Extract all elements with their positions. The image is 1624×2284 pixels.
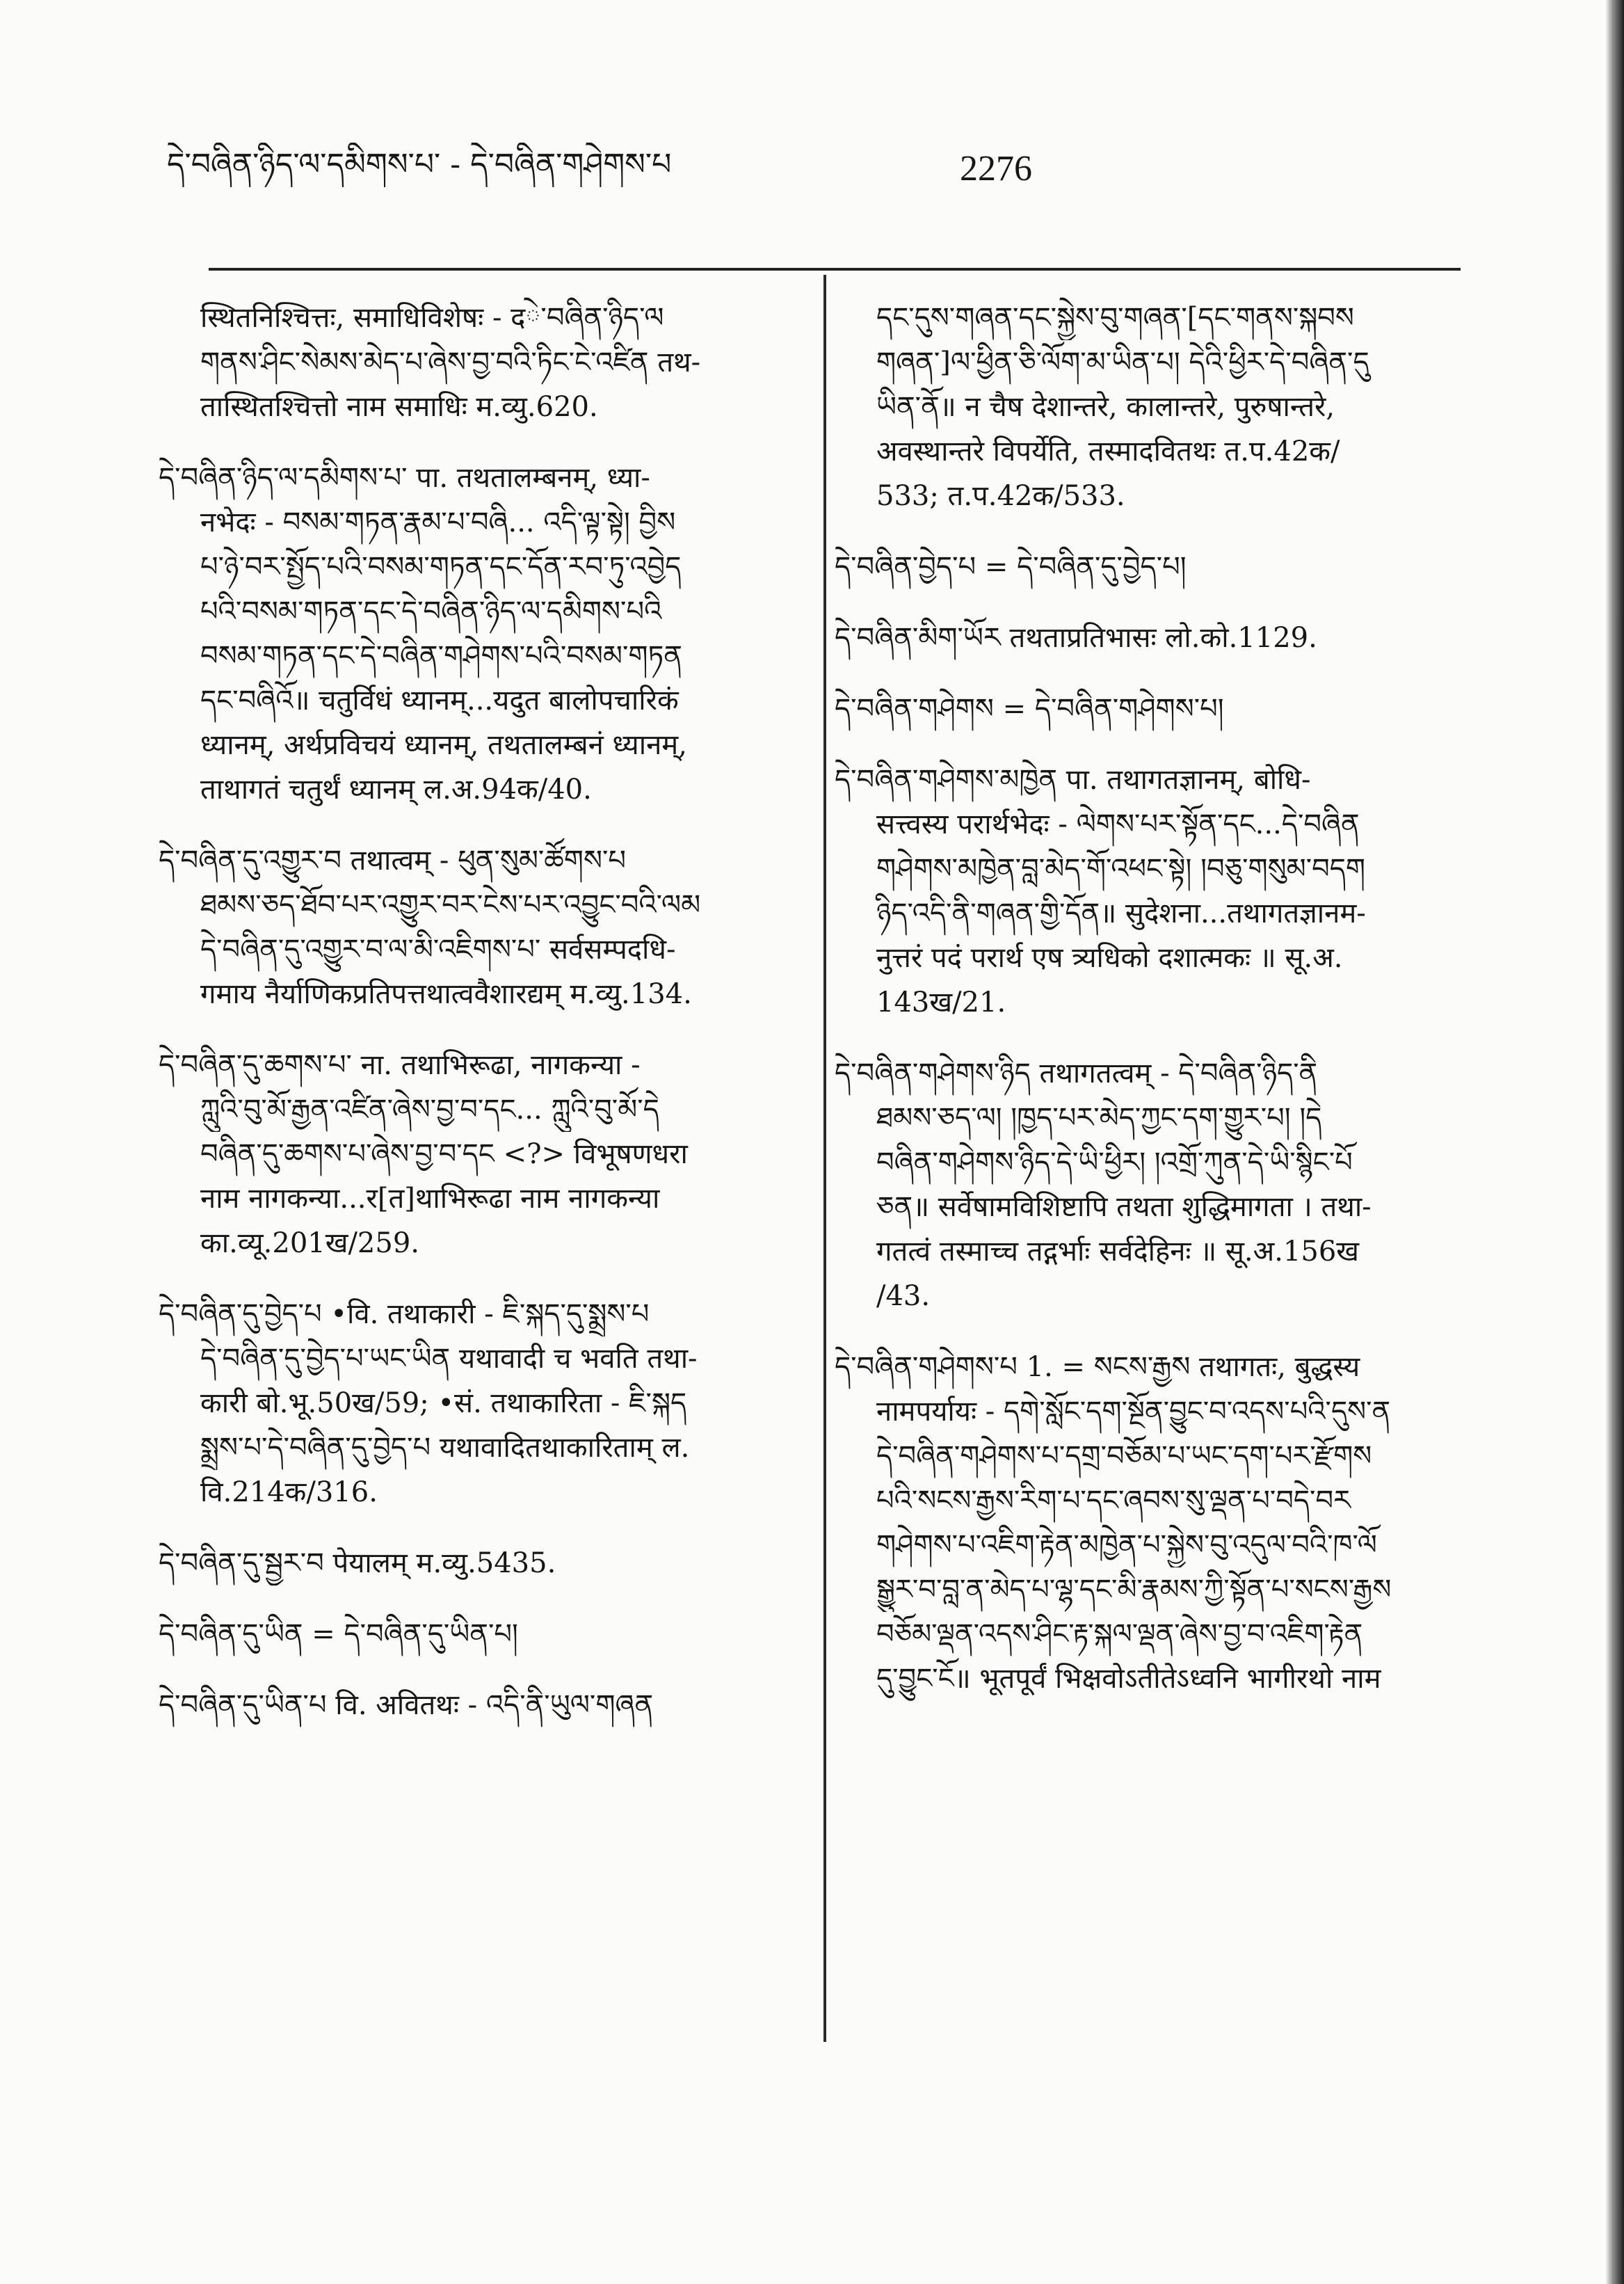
entry-text-line: ཉིད་འདི་ནི་གཞན་གྱི་དོན॥ सुदेशना...तथागतज्ञानम- — [876, 897, 1366, 929]
entry-text-line: དང་བཞིའོ॥ चतुर्विधं ध्यानम्...यदुत बालोपचारिकं — [200, 685, 679, 717]
entry-text-line: གནས་ཤིང་སེམས་མེད་པ་ཞེས་བྱ་བའི་ཏིང་ངེ་འཛིན तथ- — [200, 346, 701, 378]
book-spine-edge — [1606, 0, 1624, 2284]
entry-text-line: བཞིན་དུ་ཆགས་པ་ཞེས་བྱ་བ་དང <?> विभूषणधरा — [200, 1138, 688, 1170]
entry-text-line: सत्त्वस्य परार्थभेदः - ལེགས་པར་སྟོན་དང...དེ་བཞིན — [876, 808, 1360, 840]
entry-text-line: དུ་བྱུང་ངོ॥ भूतपूर्वं भिक्षवोऽतीतेऽध्वनि भागीरथो नाम — [876, 1663, 1381, 1695]
entry-text-line: བསམ་གཏན་དང་དེ་བཞིན་གཤེགས་པའི་བསམ་གཏན — [200, 640, 682, 672]
entry-text-line: སྒྱུར་བ་བླ་ན་མེད་པ་ལྷ་དང་མི་རྣམས་ཀྱི་སྟོན་པ་སངས་རྒྱས — [876, 1574, 1392, 1606]
dictionary-entry — [159, 1541, 798, 1586]
entry-text-line: वि.214क/316. — [200, 1476, 378, 1508]
entry-headword-line: དེ་བཞིན་དུ་ཡིན་པ वि. अवितथः - འདི་ནི་ཡུལ་གཞན — [159, 1689, 654, 1721]
dictionary-entry — [159, 1292, 798, 1515]
entry-text-line: སྨྲས་པ་དེ་བཞིན་དུ་བྱེད་པ यथावादितथाकारिताम् ल. — [200, 1432, 690, 1464]
entry-text-line: 143ख/21. — [876, 987, 1006, 1019]
entry-text-line: ཡིན་ནོ॥ न चैष देशान्तरे, कालान्तरे, पुरुषान्तरे, — [876, 391, 1335, 423]
entry-text-line: 533; त.प.42क/533. — [876, 480, 1125, 512]
entry-text-line: དེ་བཞིན་དུ་བྱེད་པ་ཡང་ཡིན यथावादी च भवति तथा- — [200, 1343, 698, 1375]
entry-text-line: ཐམས་ཅད་ཐོབ་པར་འགྱུར་བར་ངེས་པར་འབྱུང་བའི་ལམ — [200, 889, 701, 921]
dictionary-entry — [835, 687, 1464, 731]
entry-text-line: तास्थितश्चित्तो नाम समाधिः म.व्यु.620. — [200, 391, 598, 423]
entry-headword-line: དེ་བཞིན་གཤེགས = དེ་བཞིན་གཤེགས་པ། — [835, 693, 1224, 725]
column-divider — [823, 275, 826, 2042]
page-number: 2276 — [960, 149, 1032, 189]
dictionary-entry — [835, 296, 1464, 518]
entry-text-line: स्थितनिश्चित्तः, समाधिविशेषः - दེ་བཞིན་ཉིད་ལ — [200, 302, 664, 334]
entry-text-line: नभेदः - བསམ་གཏན་རྣམ་པ་བཞི... འདི་ལྟ་སྟེ། བྱིས — [200, 506, 676, 538]
dictionary-entry — [835, 1345, 1464, 1701]
entry-text-line: ताथागतं चतुर्थं ध्यानम् ल.अ.94क/40. — [200, 774, 592, 806]
dictionary-entry — [159, 1043, 798, 1265]
entry-text-line: का.व्यू.201ख/259. — [200, 1227, 419, 1259]
page-header — [167, 143, 1474, 219]
dictionary-entry — [835, 616, 1464, 660]
entry-text-line: ཀླུའི་བུ་མོ་རྒྱན་འཛིན་ཞེས་བྱ་བ་དང... ཀླུའི་བུ་མོ་དེ — [200, 1094, 659, 1126]
entry-headword-line: དེ་བཞིན་དུ་སྦྱར་བ पेयालम् म.व्यु.5435. — [159, 1547, 556, 1579]
dictionary-entry — [159, 1612, 798, 1656]
entry-text-line: कारी बो.भू.50ख/59; •सं. तथाकारिता - ཇི་སྐད — [200, 1387, 687, 1419]
entry-text-line: པའི་བསམ་གཏན་དང་དེ་བཞིན་ཉིད་ལ་དམིགས་པའི — [200, 596, 662, 628]
entry-text-line: བཅོམ་ལྡན་འདས་ཤིང་རྟ་སྐལ་ལྡན་ཞེས་བྱ་བ་འཇིག་རྟེན — [876, 1618, 1363, 1650]
left-column — [159, 296, 798, 1754]
entry-text-line: གཤེགས་པ་འཇིག་རྟེན་མཁྱེན་པ་སྐྱེས་བུ་འདུལ་བའི་ཁ་ལོ — [876, 1529, 1377, 1561]
dictionary-entry — [835, 545, 1464, 589]
running-head: དེ་བཞིན་ཉིད་ལ་དམིགས་པ་ - དེ་བཞིན་གཤེགས་པ — [167, 147, 672, 182]
entry-text-line: གཞན་]ལ་ཕྱིན་ཅི་ལོག་མ་ཡིན་པ། དེའི་ཕྱིར་དེ་བཞིན་དུ — [876, 346, 1369, 378]
entry-text-line: गतत्वं तस्माच्च तद्गर्भाः सर्वदेहिनः ॥ सू.अ.156ख — [876, 1236, 1359, 1268]
dictionary-entry — [835, 758, 1464, 1025]
entry-headword-line: དེ་བཞིན་དུ་འགྱུར་བ तथात्वम् - ཕུན་སུམ་ཚོགས་པ — [159, 845, 626, 877]
entry-text-line: नामपर्यायः - དགེ་སློང་དག་སྔོན་བྱུང་བ་འདས་པའི་དུས་ན — [876, 1396, 1391, 1428]
entry-text-line: नुत्तरं पदं परार्थ एष त्र्यधिको दशात्मकः ॥ सू.अ. — [876, 942, 1343, 974]
entry-text-line: ཅན॥ सर्वेषामविशिष्टापि तथता शुद्धिमागता । तथा- — [876, 1191, 1372, 1223]
entry-text-line: नाम नागकन्या...र[त]थाभिरूढा नाम नागकन्या — [200, 1183, 660, 1215]
entry-text-line: ཐམས་ཅད་ལ། །ཁྱད་པར་མེད་ཀྱང་དག་གྱུར་པ། །དེ — [876, 1102, 1322, 1134]
entry-text-line: པའི་སངས་རྒྱས་རིག་པ་དང་ཞབས་སུ་ལྡན་པ་བདེ་བར — [876, 1485, 1351, 1517]
entry-text-line: अवस्थान्तरे विपर्येति, तस्मादवितथः त.प.42क/ — [876, 436, 1340, 468]
dictionary-entry — [159, 838, 798, 1016]
entry-headword-line: དེ་བཞིན་བྱེད་པ = དེ་བཞིན་དུ་བྱེད་པ། — [835, 551, 1187, 583]
entry-text-line: ध्यानम्, अर्थप्रविचयं ध्यानम्, तथतालम्बनं ध्यानम्, — [200, 729, 687, 761]
entry-text-line: /43. — [876, 1280, 931, 1312]
dictionary-entry — [159, 296, 798, 429]
dictionary-entry — [159, 456, 798, 812]
entry-text-line: गमाय नैर्याणिकप्रतिपत्तथात्ववैशारद्यम् म.व्यु.134. — [200, 978, 692, 1010]
entry-headword-line: དེ་བཞིན་དུ་བྱེད་པ •वि. तथाकारी - ཇི་སྐད་དུ་སྨྲས་པ — [159, 1298, 650, 1330]
entry-headword-line: དེ་བཞིན་གཤེགས་པ 1. = སངས་རྒྱས तथागतः, बुद्धस्य — [835, 1351, 1360, 1383]
entry-text-line: པ་ཉེ་བར་སྤྱོད་པའི་བསམ་གཏན་དང་དོན་རབ་ཏུ་འབྱེད — [200, 551, 682, 583]
entry-text-line: དང་དུས་གཞན་དང་སྐྱེས་བུ་གཞན་[དང་གནས་སྐབས — [876, 302, 1354, 334]
dictionary-entry — [835, 1051, 1464, 1318]
entry-text-line: དེ་བཞིན་དུ་འགྱུར་བ་ལ་མི་འཇིགས་པ་ सर्वसम्पदधि- — [200, 934, 676, 966]
right-column — [835, 296, 1464, 1727]
entry-headword-line: དེ་བཞིན་གཤེགས་མཁྱེན पा. तथागतज्ञानम्, बोधि- — [835, 764, 1311, 796]
entry-headword-line: དེ་བཞིན་ཉིད་ལ་དམིགས་པ་ पा. तथतालम्बनम्, ध्या- — [159, 462, 650, 494]
header-rule — [209, 268, 1461, 271]
entry-headword-line: དེ་བཞིན་གཤེགས་ཉིད तथागतत्वम् - དེ་བཞིན་ཉིད་ནི — [835, 1057, 1318, 1089]
entry-text-line: གཤེགས་མཁྱེན་བླ་མེད་གོ་འཕང་སྟེ། །བཅུ་གསུམ་བདག — [876, 853, 1366, 885]
entry-headword-line: དེ་བཞིན་དུ་ཆགས་པ་ ना. तथाभिरूढा, नागकन्या - — [159, 1049, 641, 1081]
entry-text-line: བཞིན་གཤེགས་ཉིད་དེ་ཡི་ཕྱིར། །འགྲོ་ཀུན་དེ་ཡི་སྙིང་པོ — [876, 1147, 1353, 1179]
entry-text-line: དེ་བཞིན་གཤེགས་པ་དགྲ་བཅོམ་པ་ཡང་དག་པར་རྫོགས — [876, 1440, 1372, 1472]
entry-headword-line: དེ་བཞིན་དུ་ཡིན = དེ་བཞིན་དུ་ཡིན་པ། — [159, 1618, 518, 1650]
dictionary-entry — [159, 1683, 798, 1727]
entry-headword-line: དེ་བཞིན་མིག་ཡོར तथताप्रतिभासः लो.को.1129. — [835, 622, 1317, 654]
